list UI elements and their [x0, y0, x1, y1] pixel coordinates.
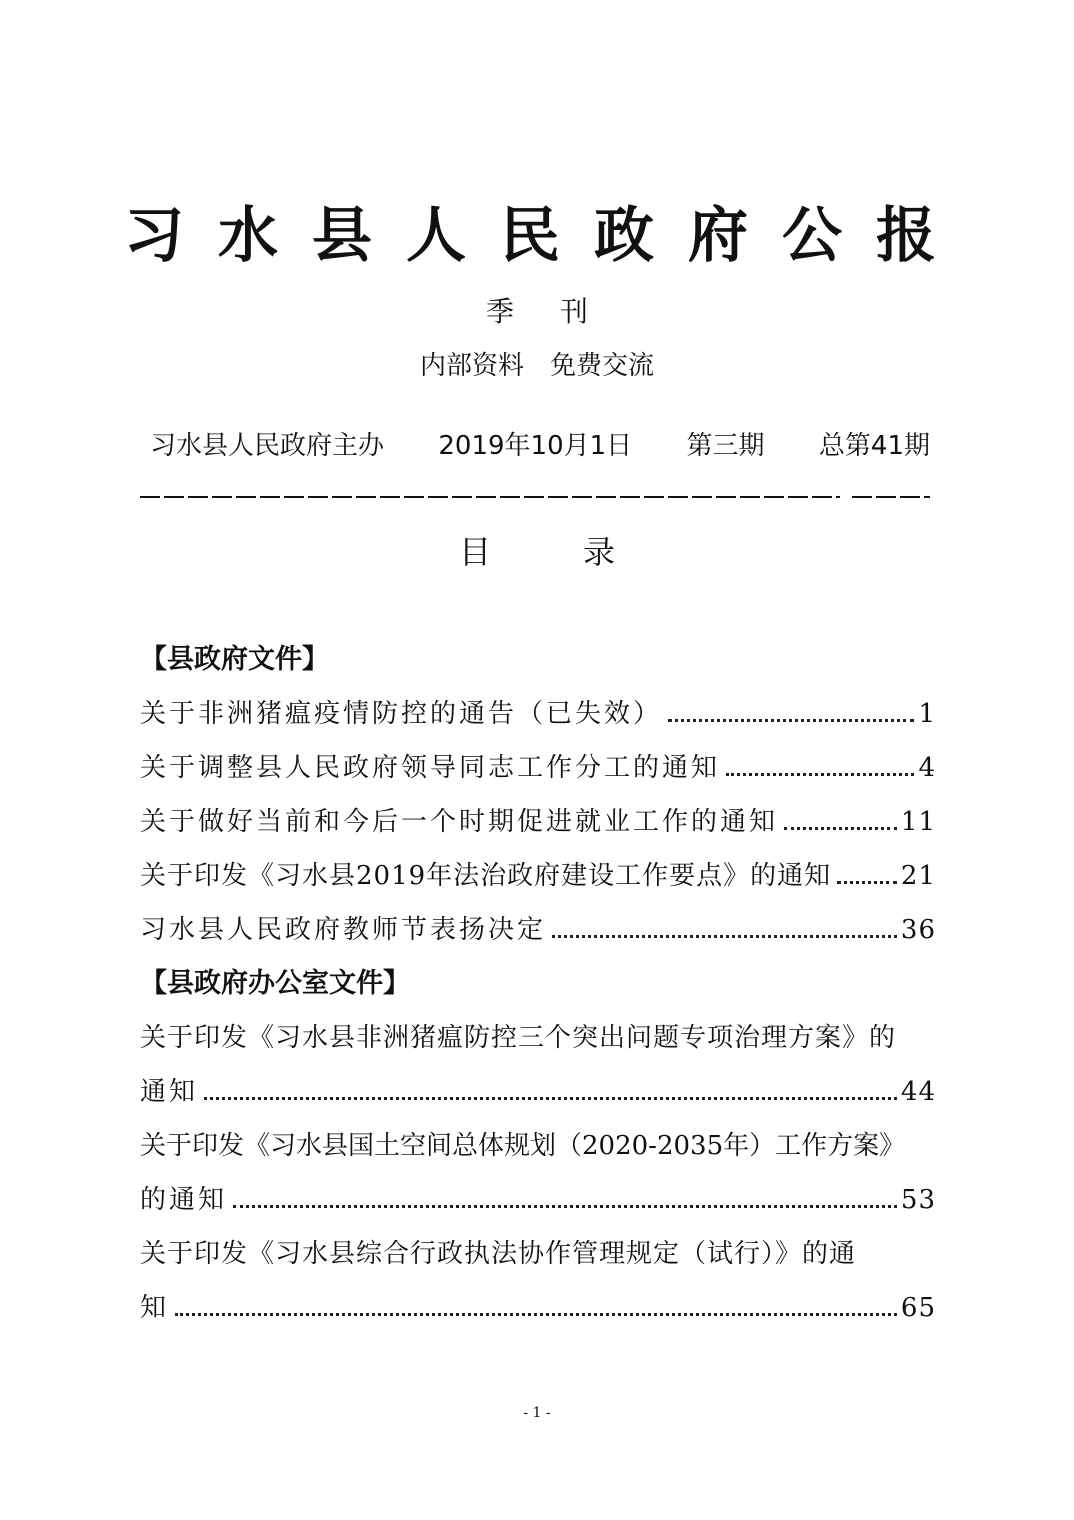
bulletin-title: 习水县人民政府公报: [124, 201, 970, 271]
toc-entry-page: 11: [900, 807, 936, 837]
notice-internal: 内部资料: [419, 351, 524, 381]
page-number: - 1 -: [523, 1405, 551, 1421]
dot-leader: [726, 772, 914, 776]
toc-entry[interactable]: [140, 694, 936, 748]
dot-leader: [233, 1204, 897, 1208]
masthead-divider: [140, 496, 930, 498]
dot-leader: [837, 880, 897, 884]
dot-leader: [784, 826, 897, 830]
toc-entry[interactable]: [140, 1234, 936, 1342]
toc-entry-title-line: 关于印发《习水县国土空间总体规划（2020-2035年）工作方案》: [140, 1131, 906, 1161]
divider-segment: [852, 496, 930, 498]
toc-entry-title: 关于做好当前和今后一个时期促进就业工作的通知: [140, 807, 779, 837]
toc-entry-page: 4: [918, 753, 936, 783]
issue-date: 2019年10月1日: [438, 431, 633, 461]
masthead-line: [150, 428, 930, 464]
toc-entry-page: 65: [900, 1293, 936, 1323]
toc-entry-title-line: 的通知: [140, 1185, 228, 1215]
toc-section-title: 【县政府办公室文件】: [140, 968, 410, 999]
toc-entry-page: 1: [918, 699, 936, 729]
toc-entry-page: 44: [900, 1077, 936, 1107]
toc-entry[interactable]: [140, 856, 936, 910]
toc-entry-title: 关于印发《习水县2019年法治政府建设工作要点》的通知: [140, 861, 832, 891]
dot-leader: [204, 1096, 897, 1100]
dot-leader: [175, 1312, 897, 1316]
issue-number: 第三期: [686, 431, 765, 461]
toc-heading: 目录: [458, 533, 707, 571]
toc-entry[interactable]: [140, 802, 936, 856]
total-issue-number: 总第41期: [818, 431, 930, 461]
toc-entry[interactable]: [140, 748, 936, 802]
toc-entry-page: 21: [900, 861, 936, 891]
dot-leader: [668, 718, 914, 722]
publication-frequency: 季刊: [485, 295, 634, 328]
notice-free: 免费交流: [550, 351, 655, 381]
toc-entry-page: 36: [900, 915, 936, 945]
toc-entry[interactable]: [140, 1018, 936, 1126]
distribution-notice: [0, 348, 1074, 384]
dot-leader: [552, 934, 897, 938]
toc-entry-title-line: 关于印发《习水县综合行政执法协作管理规定（试行）》的通: [140, 1239, 857, 1269]
toc-section-title: 【县政府文件】: [140, 644, 329, 675]
sponsor: 习水县人民政府主办: [150, 431, 385, 461]
toc-entry-title-line: 通知: [140, 1077, 199, 1107]
toc-entry-title: 关于非洲猪瘟疫情防控的通告（已失效）: [140, 699, 663, 729]
toc-entry[interactable]: [140, 1126, 936, 1234]
divider-segment: [140, 496, 840, 498]
toc-entry-title-line: 知: [140, 1293, 170, 1323]
toc-entry-page: 53: [900, 1185, 936, 1215]
toc-entry-title-line: 关于印发《习水县非洲猪瘟防控三个突出问题专项治理方案》的: [140, 1023, 897, 1053]
toc-entry-title: 关于调整县人民政府领导同志工作分工的通知: [140, 753, 721, 783]
toc-entry[interactable]: [140, 910, 936, 964]
toc-entry-title: 习水县人民政府教师节表扬决定: [140, 915, 547, 945]
